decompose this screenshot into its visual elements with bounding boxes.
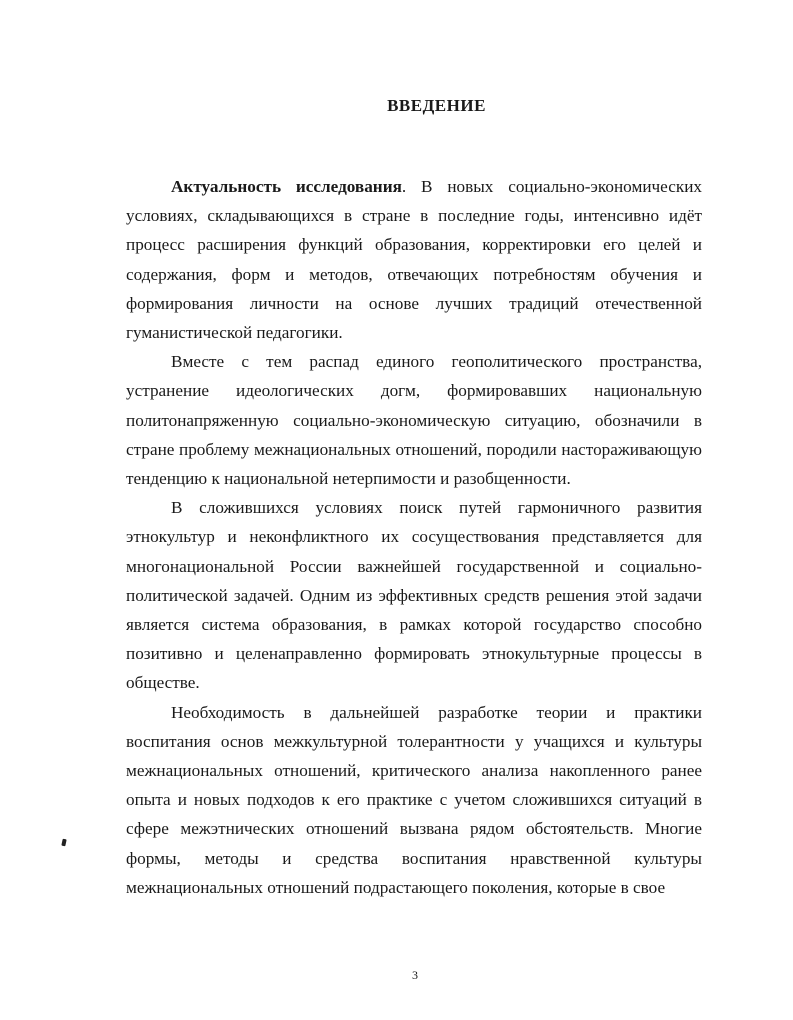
scan-speck — [61, 839, 66, 847]
page-number: 3 — [412, 968, 418, 982]
page-title: ВВЕДЕНИЕ — [387, 96, 486, 115]
paragraph-2: Вместе с тем распад единого геополитического пространства, устранение идеологических догм, формировавших национальную политонапряженную социально-экономическую ситуацию, обозначили в стране проблему межнациональных отношений, породили настораживающую тенденцию к национальной нетерпимости и разобщенности. — [126, 352, 702, 489]
body-text — [126, 172, 702, 902]
paragraph-3: В сложившихся условиях поиск путей гармоничного развития этнокультур и неконфликтного их сосуществования представляется для многонациональной России важнейшей государственной и социально-политической задачей. Одним из эффективных средств решения этой задачи является система образования, в рамках которой государство способно позитивно и целенаправленно формировать этнокультурные процессы в обществе. — [126, 498, 702, 693]
lead-phrase: Актуальность исследования — [171, 177, 402, 196]
paragraph-1-text: . В новых социально-экономических условиях, складывающихся в стране в последние годы, интенсивно идёт процесс расширения функций образования, корректировки его целей и содержания, форм и методов, отвечающих потребностям обучения и формирования личности на основе лучших традиций отечественной гуманистической педагогики. — [126, 177, 702, 343]
paragraph-4: Необходимость в дальнейшей разработке теории и практики воспитания основ межкультурной толерантности у учащихся и культуры межнациональных отношений, критического анализа накопленного ранее опыта и новых подходов к его практике с учетом сложившихся ситуаций в сфере межэтнических отношений вызвана рядом обстоятельств. Многие формы, методы и средства воспитания нравственной культуры межнациональных отношений подрастающего поколения, которые в свое — [126, 702, 702, 897]
paragraph-1 — [126, 172, 702, 347]
